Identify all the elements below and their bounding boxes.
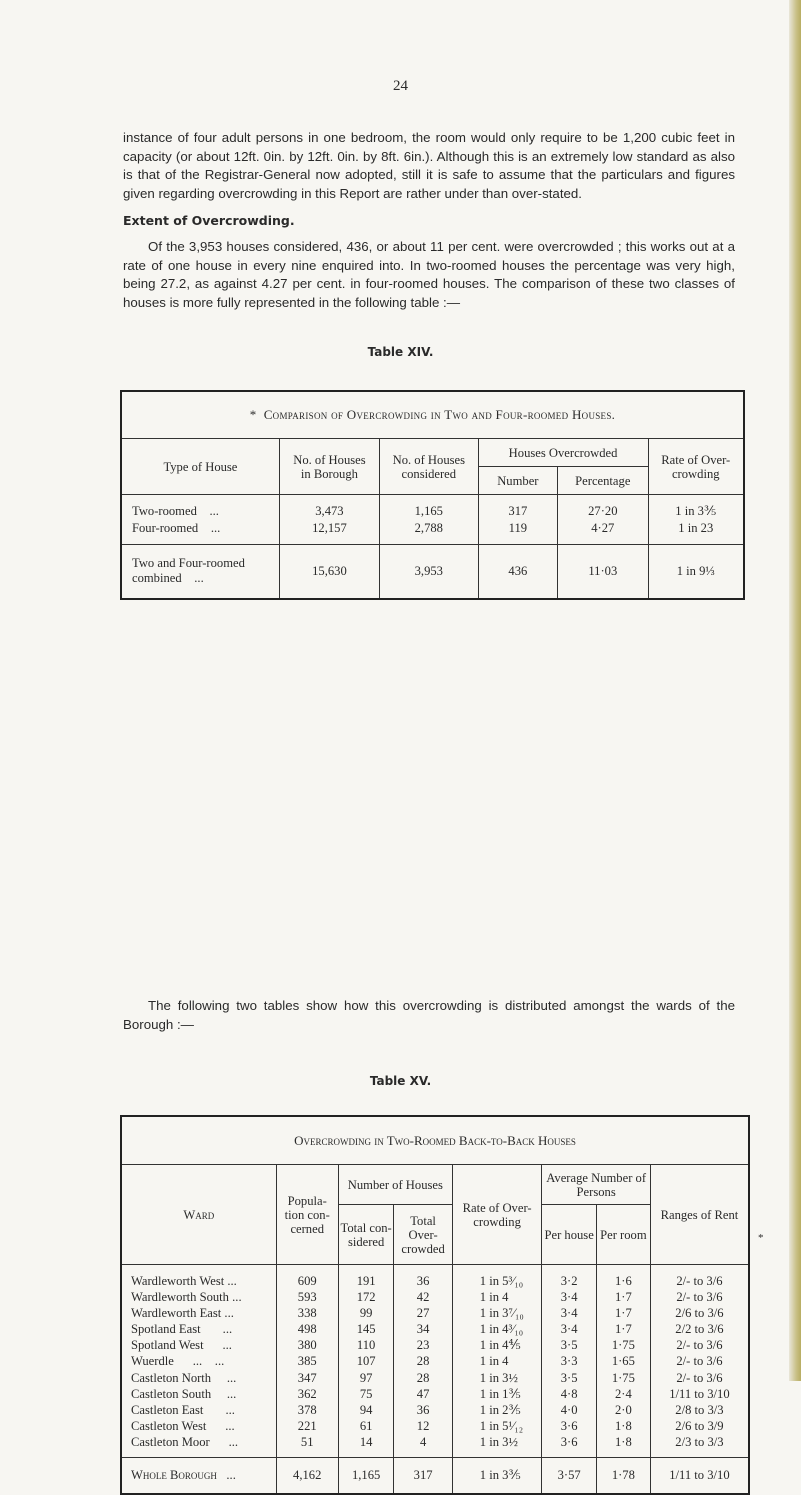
header-ranges: Ranges of Rent (650, 1165, 749, 1265)
table14-star: * (249, 407, 257, 422)
section-heading: Extent of Overcrowding. (123, 213, 295, 228)
total-population: 4,162 (276, 1458, 338, 1494)
total-per-room: 1·78 (596, 1458, 650, 1494)
population-cell: 609 593 338 498 380 385 347 362 378 221 51 (276, 1265, 338, 1458)
per-house-cell: 3·2 3·4 3·4 3·4 3·5 3·3 3·5 4·8 4·0 3·6 3·6 (542, 1265, 596, 1458)
header-overcrowded: Houses Overcrowded (478, 439, 648, 467)
header-population: Popula-tion con-cerned (276, 1165, 338, 1265)
total-considered: 1,165 (338, 1458, 394, 1494)
table14-combined-row (121, 545, 744, 599)
total-rate: 1 in 3⅗ (452, 1458, 542, 1494)
combined-rate: 1 in 9⅓ (648, 545, 744, 599)
header-per-house: Per house (542, 1205, 596, 1265)
header-total-overcrowded: Total Over-crowded (394, 1205, 452, 1265)
table15-star: * (758, 1232, 764, 1244)
considered-cell: 1,165 2,788 (380, 495, 479, 545)
header-borough: No. of Houses in Borough (279, 439, 379, 495)
table-xiv (120, 390, 745, 600)
table14-caption: Table XIV. (367, 345, 434, 359)
rent-cell: 2/- to 3/6 2/- to 3/6 2/6 to 3/6 2/2 to 3/6 2/- to 3/6 2/- to 3/6 2/- to 3/6 1/11 to 3/10 2/8 to 3/3 2/6 to 3/9 2/3 to 3/3 (650, 1265, 749, 1458)
total-rent: 1/11 to 3/10 (650, 1458, 749, 1494)
distribution-paragraph: The following two tables show how this overcrowding is distributed amongst the wards of the Borough :— (123, 998, 735, 1032)
combined-borough: 15,630 (279, 545, 379, 599)
rate-cell: 1 in 3⅗ 1 in 23 (648, 495, 744, 545)
page-number: 24 (393, 78, 408, 94)
table-xv (120, 1115, 750, 1495)
header-average: Average Number of Persons (542, 1165, 650, 1205)
overcrowding-paragraph: Of the 3,953 houses considered, 436, or about 11 per cent. were overcrowded ; this works out at a rate of one house in every nine enquired into. In two-roomed houses the percentage was very high, being 27.2, as against 4.27 per cent. in four-roomed houses. The comparison of these two classes of houses is more fully represented in the following table :— (123, 239, 735, 310)
table15-title: Overcrowding in Two-Roomed Back-to-Back Houses (121, 1116, 749, 1165)
table14-title-text: Comparison of Overcrowding in Two and Four-roomed Houses. (263, 407, 616, 422)
combined-type: Two and Four-roomed combined ... (121, 545, 279, 599)
combined-considered: 3,953 (380, 545, 479, 599)
per-room-cell: 1·6 1·7 1·7 1·7 1·75 1·65 1·75 2·4 2·0 1·8 1·8 (596, 1265, 650, 1458)
header-number-houses: Number of Houses (338, 1165, 452, 1205)
header-rate15: Rate of Over-crowding (452, 1165, 542, 1265)
type-cell: Two-roomed ... Four-roomed ... (121, 495, 279, 545)
row-type: Four-roomed (132, 520, 199, 535)
table15-caption: Table XV. (369, 1074, 432, 1088)
intro-paragraph: instance of four adult persons in one bedroom, the room would only require to be 1,200 cubic feet in capacity (or about 12ft. 0in. by 12ft. 0in. by 8ft. 6in.). Although this is an extremely low standard as also is that of the Registrar-General now adopted, still it is safe to assume that the particulars and figures given regarding overcrowding in this Report are rather under than over-stated. (123, 130, 735, 201)
header-total-considered: Total con-sidered (338, 1205, 394, 1265)
header-considered: No. of Houses considered (380, 439, 479, 495)
rate15-cell: 1 in 5³⁄₁₀ 1 in 4 1 in 3⁷⁄₁₀ 1 in 4³⁄₁₀ 1 in 4⅘ 1 in 4 1 in 3½ 1 in 1⅗ 1 in 2⅗ 1 in 5¹⁄₁₂ 1 in 3½ (452, 1265, 542, 1458)
total-overcrowded: 317 (394, 1458, 452, 1494)
header-ward: Ward (121, 1165, 276, 1265)
header-type: Type of House (121, 439, 279, 495)
header-per-room: Per room (596, 1205, 650, 1265)
table15-body-row (121, 1265, 749, 1458)
ward-cell: Wardleworth West ... Wardleworth South ... Wardleworth East ... Spotland East ... Spotland West ... Wuerdle ... ... Castleton North ... Castleton South ... Castleton East ... Castleton West ... Castleton Moor ... (121, 1265, 276, 1458)
combined-percentage: 11·03 (558, 545, 648, 599)
total-per-house: 3·57 (542, 1458, 596, 1494)
combined-number: 436 (478, 545, 557, 599)
table14-title (121, 391, 744, 439)
table14-body-row (121, 495, 744, 545)
borough-cell: 3,473 12,157 (279, 495, 379, 545)
considered15-cell: 191 172 99 145 110 107 97 75 94 61 14 (338, 1265, 394, 1458)
overcrowded15-cell: 36 42 27 34 23 28 28 47 36 12 4 (394, 1265, 452, 1458)
total-ward: Whole Borough ... (121, 1458, 276, 1494)
header-number: Number (478, 467, 557, 495)
header-percentage: Percentage (558, 467, 648, 495)
page-edge (789, 0, 801, 1381)
table15-total-row (121, 1458, 749, 1494)
row-type: Two-roomed (132, 504, 197, 519)
percentage-cell: 27·20 4·27 (558, 495, 648, 545)
header-rate: Rate of Over-crowding (648, 439, 744, 495)
number-cell: 317 119 (478, 495, 557, 545)
